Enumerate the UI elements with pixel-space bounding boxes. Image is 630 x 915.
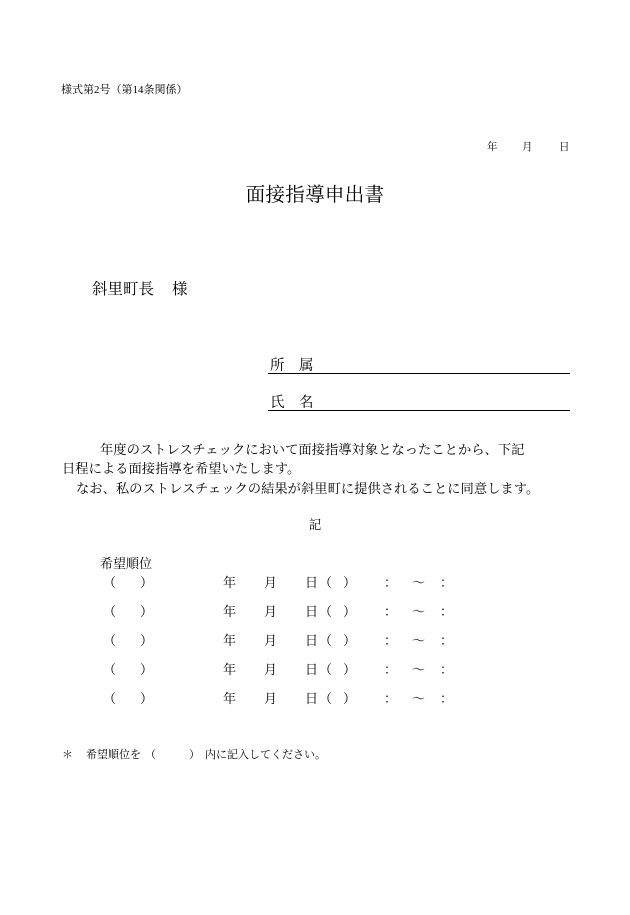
day-label: 日 [305,690,319,706]
date-month-label: 月 [522,142,533,153]
year-label: 年 [223,574,237,590]
schedule-row [0,605,630,619]
addressee-honorific: 様 [172,281,188,298]
start-time-colon: ： [384,574,398,590]
year-label: 年 [223,603,237,619]
year-label: 年 [223,661,237,677]
start-time-colon: ： [384,690,398,706]
ki-heading: 記 [308,517,322,532]
end-time-colon: ： [440,603,454,619]
rank-open-paren: （ [103,574,117,590]
rank-close-paren: ） [140,661,154,677]
range-tilde: 〜 [412,690,426,706]
month-label: 月 [264,574,278,590]
body-line: なお、私のストレスチェックの結果が斜里町に提供されることに同意します。 [76,481,540,496]
range-tilde: 〜 [412,632,426,648]
footnote-open-paren: （ [145,748,156,761]
date-year-label: 年 [487,142,498,153]
start-time-colon: ： [384,661,398,677]
asterisk-mark: ＊ [62,748,73,761]
range-tilde: 〜 [412,603,426,619]
month-label: 月 [264,632,278,648]
day-label: 日 [305,661,319,677]
day-label: 日 [305,603,319,619]
affiliation-label: 所 属 [270,358,314,374]
schedule-row [0,634,630,648]
weekday-open-paren: （ [319,632,333,648]
rank-close-paren: ） [140,574,154,590]
rank-close-paren: ） [140,690,154,706]
weekday-close-paren: ） [343,574,357,590]
rank-open-paren: （ [103,632,117,648]
start-time-colon: ： [384,632,398,648]
day-label: 日 [305,574,319,590]
rank-open-paren: （ [103,603,117,619]
schedule-header: 希望順位 [100,555,153,571]
footnote-text-before: 希望順位を [86,748,141,761]
month-label: 月 [264,603,278,619]
weekday-open-paren: （ [319,603,333,619]
document-title: 面接指導申出書 [245,184,385,206]
weekday-close-paren: ） [343,690,357,706]
schedule-row [0,663,630,677]
weekday-open-paren: （ [319,574,333,590]
weekday-close-paren: ） [343,603,357,619]
weekday-open-paren: （ [319,661,333,677]
body-line: 年度のストレスチェックにおいて面接指導対象となったことから、下記 [100,442,525,457]
schedule-row [0,576,630,590]
year-label: 年 [223,632,237,648]
end-time-colon: ： [440,661,454,677]
addressee-name: 斜里町長 [92,281,155,298]
footnote-text-after: 内に記入してください。 [205,748,326,761]
day-label: 日 [305,632,319,648]
body-line: 日程による面接指導を希望いたします。 [62,461,301,476]
rank-open-paren: （ [103,661,117,677]
year-label: 年 [223,690,237,706]
rank-close-paren: ） [140,603,154,619]
end-time-colon: ： [440,574,454,590]
weekday-close-paren: ） [343,661,357,677]
rank-open-paren: （ [103,690,117,706]
range-tilde: 〜 [412,574,426,590]
end-time-colon: ： [440,632,454,648]
range-tilde: 〜 [412,661,426,677]
weekday-open-paren: （ [319,690,333,706]
date-day-label: 日 [559,142,570,153]
rank-close-paren: ） [140,632,154,648]
month-label: 月 [264,661,278,677]
end-time-colon: ： [440,690,454,706]
name-label: 氏 名 [270,395,314,411]
month-label: 月 [264,690,278,706]
weekday-close-paren: ） [343,632,357,648]
start-time-colon: ： [384,603,398,619]
footnote-close-paren: ） [189,748,200,761]
form-number: 様式第2号（第14条関係） [61,83,188,96]
schedule-row [0,692,630,706]
